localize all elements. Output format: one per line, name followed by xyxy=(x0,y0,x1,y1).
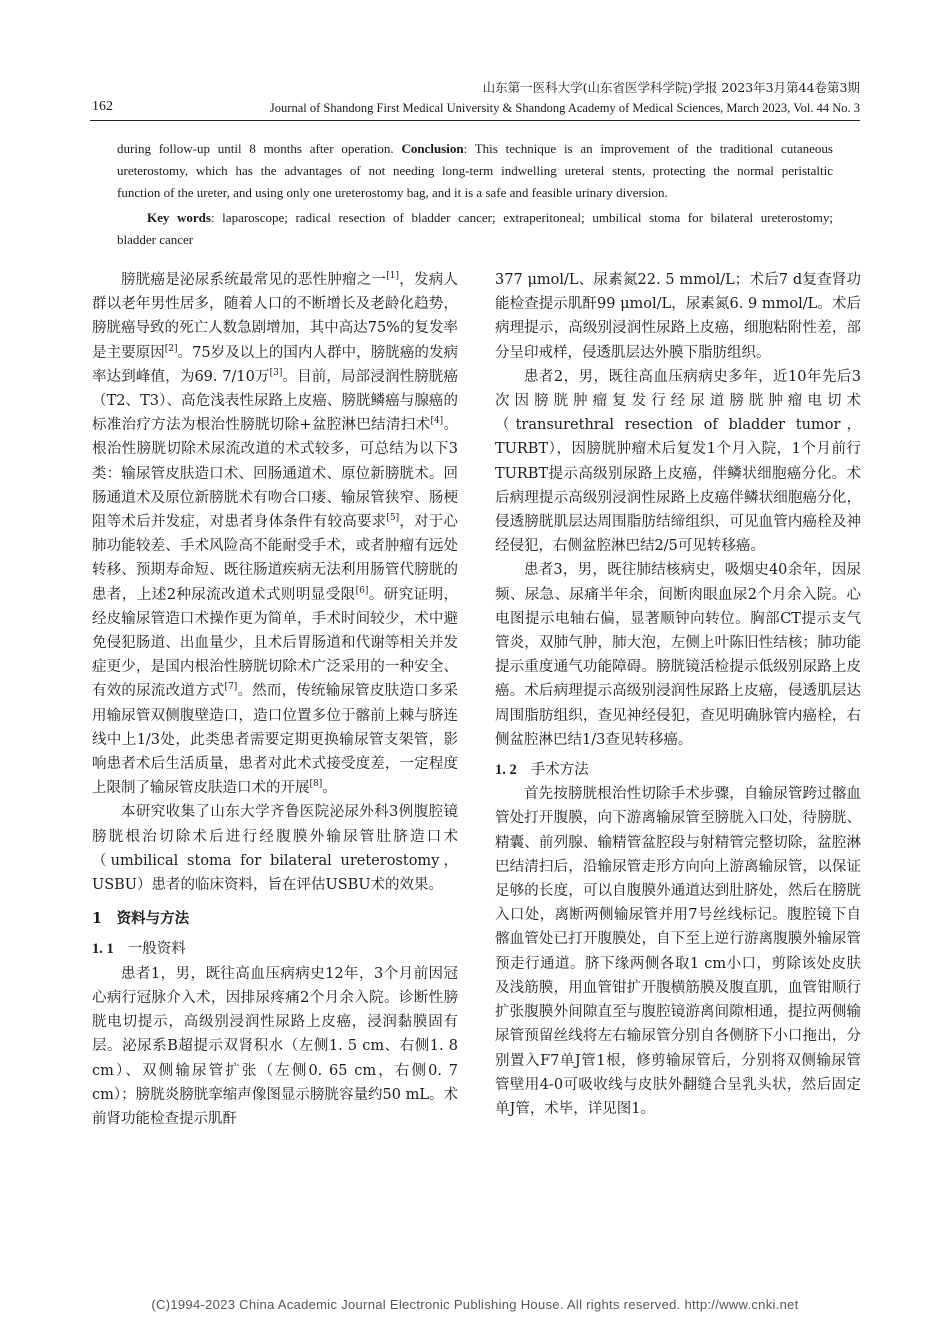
abstract-line: during follow-up until 8 months after operation. Conclusion: This technique is an improvement of the traditional cutaneous xyxy=(117,141,833,156)
conclusion-label: Conclusion xyxy=(401,141,464,156)
subsection-heading: 1. 1 一般资料 xyxy=(92,941,186,958)
running-header-en: Journal of Shandong First Medical University & Shandong Academy of Medical Sciences, March 2023, Vol. 44 No. 3 xyxy=(269,101,860,115)
keywords-line: Key words: laparoscope; radical resection of bladder cancer; extraperitoneal; umbilical stoma for bilateral ureterostomy; xyxy=(147,210,833,225)
keywords xyxy=(117,207,833,251)
left-column xyxy=(92,268,458,1131)
right-column xyxy=(495,268,861,1121)
surgery-paragraph: 首先按膀胱根治性切除手术步骤，自输尿管跨过髂血管处打开腹膜，向下游离输尿管至膀胱入口处，待膀胱、精囊、前列腺、输精管盆腔段与射精管完整切除，盆腔淋巴结清扫后，沿输尿管走形方向向上游离输尿管，以保证足够的长度，可以自腹膜外通道达到肚脐处，然后在膀胱入口处，离断两侧输尿管并用7号丝线标记。腹腔镜下自髂血管处已打开腹膜处，自下至上逆行游离腹膜外输尿管预走行通道。脐下缘两侧各取1 cm小口，剪除该处皮肤及浅筋膜，用血管钳扩开腹横筋膜及腹直肌，血管钳顺行扩张腹膜外间隙直至与腹腔镜游离间隙相通，提拉两侧输尿管预留丝线将左右输尿管分别自各侧脐下小口拖出，分别置入F7单J管1根，修剪输尿管后，分别将双侧输尿管管壁用4-0可吸收线与皮肤外翻缝合呈乳头状，然后固定单J管，术毕，详见图1。 xyxy=(495,786,861,1117)
section-heading: 1 资料与方法 xyxy=(92,910,190,928)
intro-paragraph: 本研究收集了山东大学齐鲁医院泌尿外科3例腹腔镜膀胱根治切除术后进行经腹膜外输尿管肚脐造口术（umbilical stoma for bilateral ureterostomy，USBU）患者的临床资料，旨在评估USBU术的效果。 xyxy=(92,804,458,894)
abstract-line: ureterostomy, which has the advantages of not needing long-term indwelling ureteral stents, protecting the normal peristaltic xyxy=(117,163,833,178)
citation[interactable]: [2] xyxy=(164,343,178,354)
running-header-cn: 山东第一医科大学(山东省医学科学院)学报 2023年3月第44卷第3期 xyxy=(482,80,860,95)
case-paragraph: 患者3，男，既往肺结核病史，吸烟史40余年，因尿频、尿急、尿痛半年余，间断肉眼血尿2个月余入院。心电图提示电轴右偏，显著顺钟向转位。胸部CT提示支气管炎，双肺气肿，肺大泡，左侧上叶陈旧性结核；肺功能提示重度通气功能障碍。膀胱镜活检提示低级别尿路上皮癌。术后病理提示高级别浸润性尿路上皮癌，侵透肌层达周围脂肪组织，查见神经侵犯，查见明确脉管内癌栓，右侧盆腔淋巴结1/3查见转移癌。 xyxy=(495,562,861,748)
abstract-line: function of the ureter, and using only one ureterostomy bag, and it is a safe and feasible urinary diversion. xyxy=(117,185,668,200)
copyright-footer: (C)1994-2023 China Academic Journal Electronic Publishing House. All rights reserved. http://www.cnki.net xyxy=(151,1297,799,1312)
citation[interactable]: [4] xyxy=(430,416,444,427)
keywords-label: Key words xyxy=(147,210,211,225)
citation[interactable]: [6] xyxy=(355,585,369,596)
intro-paragraph: 膀胱癌是泌尿系统最常见的恶性肿瘤之一[1]，发病人群以老年男性居多，随着人口的不断增长及老龄化趋势，膀胱癌导致的死亡人数急剧增加，其中高达75%的复发率是主要原因[2]。75岁及以上的国内人群中，膀胱癌的发病率达到峰值，为69. 7/10万[3]。目前，局部浸润性膀胱癌（T2、T3）、高危浅表性尿路上皮癌、膀胱鳞癌与腺癌的标准治疗方法为根治性膀胱切除+盆腔淋巴结清扫术[4]。根治性膀胱切除术尿流改道的术式较多，可总结为以下3类：输尿管皮肤造口术、回肠通道术、原位新膀胱术。回肠通道术及原位新膀胱术有吻合口瘘、输尿管狭窄、肠梗阻等术后并发症，对患者身体条件有较高要求[5]，对于心肺功能较差、手术风险高不能耐受手术，或者肿瘤有远处转移、预期寿命短、既往肠道疾病无法利用肠管代膀胱的患者，上述2种尿流改道术式则明显受限[6]。研究证明，经皮输尿管造口术操作更为简单，手术时间较少，术中避免侵犯肠道、出血量少，且术后胃肠道和代谢等相关并发症更少，是国内根治性膀胱切除术广泛采用的一种安全、有效的尿流改道方式[7]。然而，传统输尿管皮肤造口多采用输尿管双侧腹壁造口，造口位置多位于髂前上棘与脐连线中上1/3处，此类患者需要定期更换输尿管支架管，影响患者术后生活质量，患者对此术式接受度差，一定程度上限制了输尿管皮肤造口术的开展[8]。 xyxy=(92,271,459,797)
header-rule xyxy=(90,120,860,121)
citation[interactable]: [1] xyxy=(386,271,400,282)
english-abstract xyxy=(117,138,833,251)
citation[interactable]: [3] xyxy=(269,367,283,378)
case-paragraph-continued: 377 μmol/L、尿素氮22. 5 mmol/L；术后7 d复查肾功能检查提示肌酐99 μmol/L，尿素氮6. 9 mmol/L。术后病理提示，高级别浸润性尿路上皮癌，细胞粘附性差，部分呈印戒样，侵透肌层达外膜下脂肪组织。 xyxy=(495,272,861,361)
page-number: 162 xyxy=(92,99,113,114)
citation[interactable]: [5] xyxy=(386,513,400,524)
citation[interactable]: [8] xyxy=(309,779,323,790)
keywords-line: bladder cancer xyxy=(117,232,194,247)
case-paragraph: 患者1，男，既往高血压病病史12年，3个月前因冠心病行冠脉介入术，因排尿疼痛2个月余入院。诊断性膀胱电切提示，高级别浸润性尿路上皮癌，浸润黏膜固有层。泌尿系B超提示双肾积水（左侧1. 5 cm、右侧1. 8 cm）、双侧输尿管扩张（左侧0. 65 cm，右侧0. 7 cm）；膀胱炎膀胱挛缩声像图显示膀胱容量约50 mL。术前肾功能检查提示肌酐 xyxy=(92,965,458,1127)
citation[interactable]: [7] xyxy=(224,682,238,693)
subsection-heading: 1. 2 手术方法 xyxy=(495,762,589,779)
case-paragraph: 患者2，男，既往高血压病病史多年，近10年先后3次因膀胱肿瘤复发行经尿道膀胱肿瘤电切术（transurethral resection of bladder tumor，TURBT），因膀胱肿瘤术后复发1个月入院，1个月前行TURBT提示高级别尿路上皮癌，伴鳞状细胞癌分化。术后病理提示高级别浸润性尿路上皮癌伴鳞状细胞癌分化，侵透膀胱肌层达周围脂肪结缔组织，可见血管内癌栓及神经侵犯，右侧盆腔淋巴结2/5可见转移癌。 xyxy=(495,368,861,555)
